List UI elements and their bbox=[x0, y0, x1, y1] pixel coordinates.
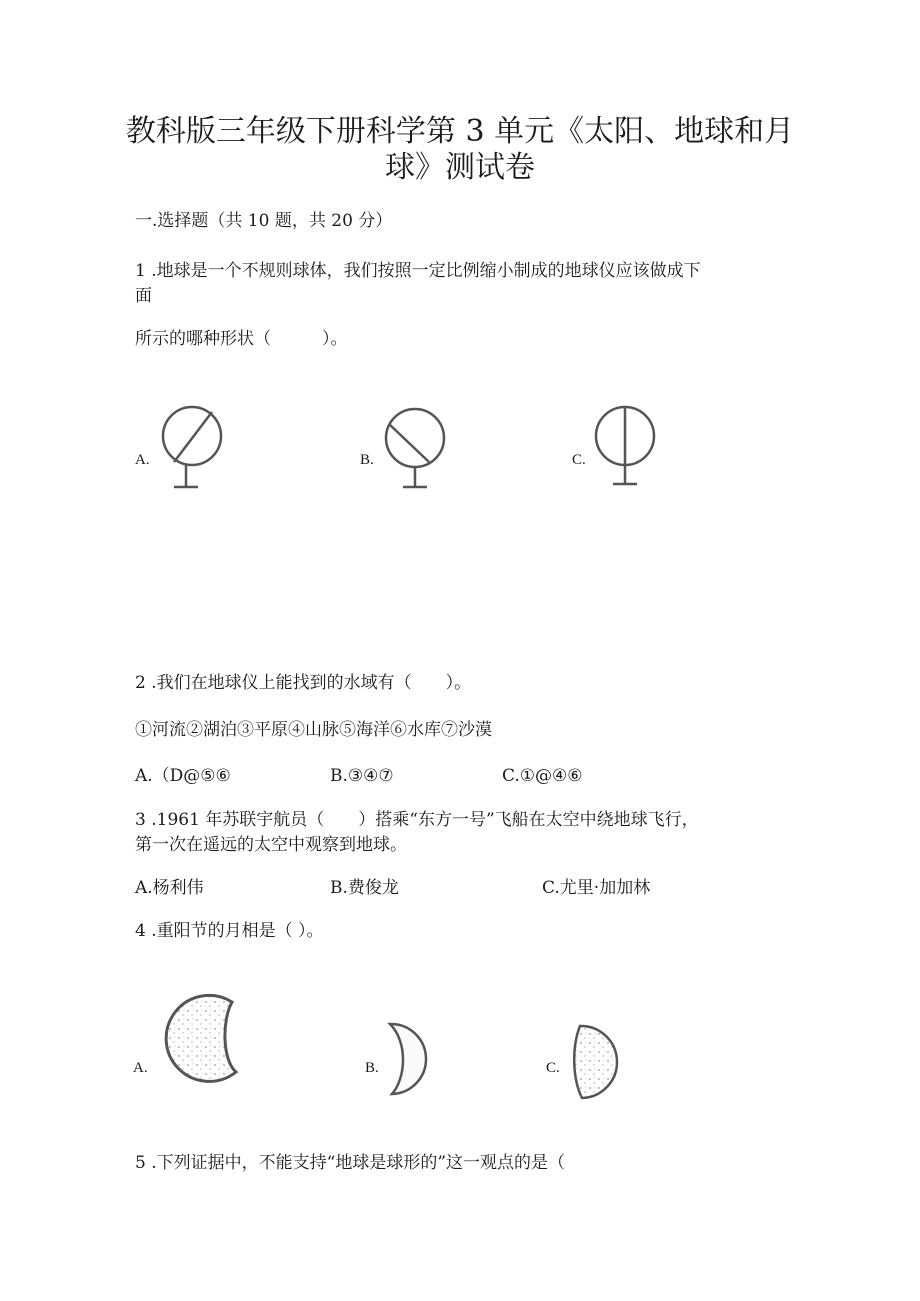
question-3-line2: 第一次在遥远的太空中观察到地球。 bbox=[135, 835, 407, 855]
q1-option-a-label: A. bbox=[135, 452, 150, 468]
question-1-line3: 所示的哪种形状（ ）。 bbox=[135, 329, 348, 349]
globe-upright-icon bbox=[585, 396, 675, 491]
q4-option-a-label: A. bbox=[133, 1060, 148, 1076]
globe-tilted-a-icon bbox=[150, 400, 240, 495]
question-5-line1: 5 .下列证据中，不能支持“地球是球形的”这一观点的是（ bbox=[135, 1153, 566, 1173]
page-title-line2: 球》测试卷 bbox=[385, 150, 535, 185]
question-2-line1: 2 .我们在地球仪上能找到的水域有（ ）。 bbox=[135, 673, 472, 693]
q2-option-a: A.（D@⑤⑥ bbox=[135, 766, 231, 786]
globe-tilted-b-icon bbox=[373, 400, 463, 495]
q3-option-b: B.费俊龙 bbox=[330, 878, 399, 898]
question-3-line1: 3 .1961 年苏联宇航员（ ）搭乘“东方一号”飞船在太空中绕地球飞行， bbox=[135, 810, 699, 830]
moon-half-icon bbox=[570, 1022, 625, 1102]
moon-gibbous-icon bbox=[150, 990, 250, 1090]
q2-option-b: B.③④⑦ bbox=[330, 766, 394, 786]
question-1-line1: 1 .地球是一个不规则球体，我们按照一定比例缩小制成的地球仪应该做成下 bbox=[135, 261, 701, 281]
q2-option-c: C.①@④⑥ bbox=[502, 766, 583, 786]
question-1-line2: 面 bbox=[135, 286, 152, 306]
moon-crescent-icon bbox=[380, 1020, 420, 1100]
question-4-line1: 4 .重阳节的月相是（ ）。 bbox=[135, 921, 324, 941]
q3-option-a: A.杨利伟 bbox=[135, 878, 204, 898]
q1-option-b-label: B. bbox=[360, 452, 374, 468]
q4-option-c-label: C. bbox=[546, 1060, 560, 1076]
question-2-items: ①河流②湖泊③平原④山脉⑤海洋⑥水库⑦沙漠 bbox=[135, 720, 492, 740]
page-title-line1: 教科版三年级下册科学第 3 单元《太阳、地球和月 bbox=[125, 114, 795, 149]
q4-option-b-label: B. bbox=[365, 1060, 379, 1076]
q3-option-c: C.尤里·加加林 bbox=[542, 878, 651, 898]
section-heading: 一.选择题（共 10 题，共 20 分） bbox=[135, 211, 393, 231]
q1-option-c-label: C. bbox=[572, 452, 586, 468]
